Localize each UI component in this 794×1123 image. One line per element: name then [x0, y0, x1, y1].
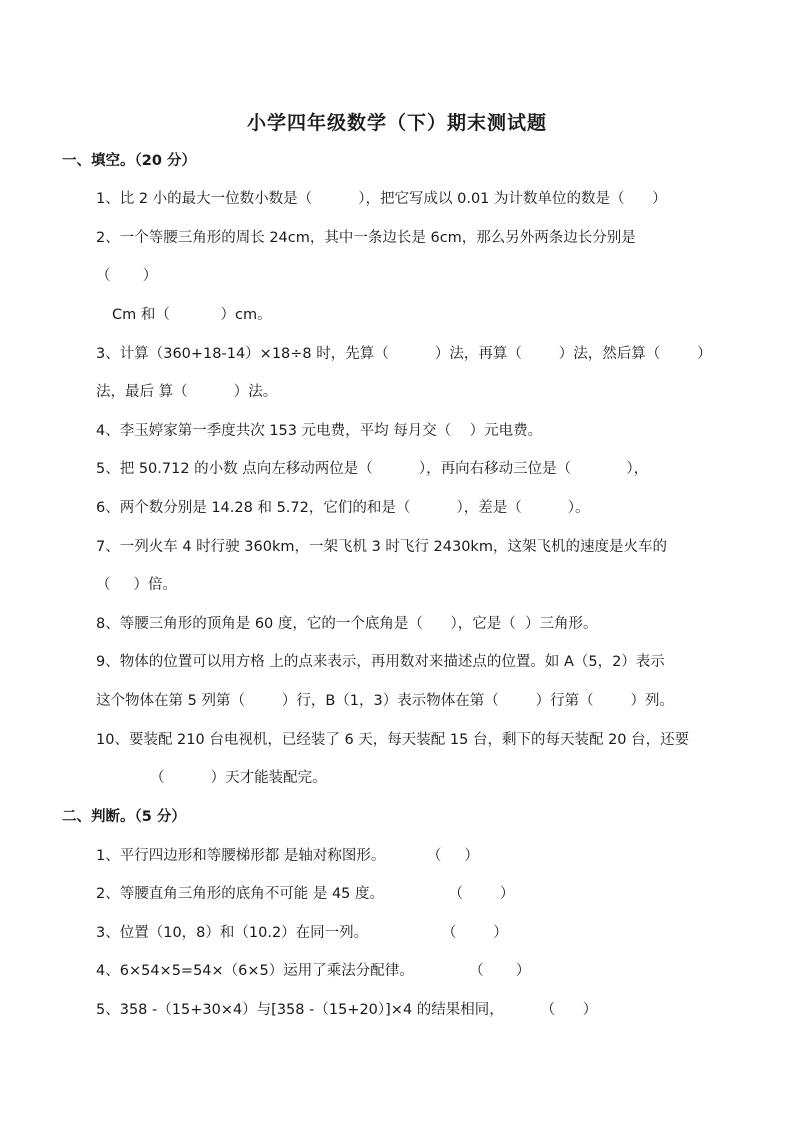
judgement-line: 1、平行四边形和等腰梯形都 是轴对称图形。 （ ）: [96, 848, 479, 864]
section-heading-fill-blank: 一、填空。（20 分）: [62, 153, 196, 169]
question-line: 法，最后 算（ ）法。: [96, 384, 278, 400]
page-title: 小学四年级数学（下）期末测试题: [246, 112, 547, 134]
question-line: 这个物体在第 5 列第（ ）行，B（1，3）表示物体在第（ ）行第（ ）列。: [96, 693, 674, 709]
question-line: 5、把 50.712 的小数 点向左移动两位是（ ），再向右移动三位是（ ），: [96, 461, 649, 477]
question-line: 9、物体的位置可以用方格 上的点来表示，再用数对来描述点的位置。如 A（5，2）表示: [96, 654, 665, 670]
question-line: 4、李玉婷家第一季度共次 153 元电费，平均 每月交（ ）元电费。: [96, 423, 543, 439]
judgement-line: 5、358 -（15+30×4）与[358 -（15+20）]×4 的结果相同， （ ）: [96, 1002, 598, 1018]
question-line: Cm 和（ ）cm。: [112, 307, 272, 323]
question-line: 1、比 2 小的最大一位数小数是（ ），把它写成以 0.01 为计数单位的数是（ ）: [96, 191, 667, 207]
question-line: （ ）: [96, 268, 158, 284]
question-line: 8、等腰三角形的顶角是 60 度，它的一个底角是（ ），它是（ ）三角形。: [96, 616, 598, 632]
question-line: 7、一列火车 4 时行驶 360km，一架飞机 3 时飞行 2430km，这架飞机的速度是火车的: [96, 539, 667, 555]
question-line: （ ）倍。: [96, 577, 178, 593]
judgement-line: 3、位置（10，8）和（10.2）在同一列。 （ ）: [96, 925, 508, 941]
judgement-line: 2、等腰直角三角形的底角不可能 是 45 度。 （ ）: [96, 886, 515, 902]
question-line: 2、一个等腰三角形的周长 24cm，其中一条边长是 6cm，那么另外两条边长分别是: [96, 230, 636, 246]
question-line: 10、要装配 210 台电视机，已经装了 6 天，每天装配 15 台，剩下的每天装配 20 台，还要: [96, 732, 690, 748]
question-line: 6、两个数分别是 14.28 和 5.72，它们的和是（ ），差是（ ）。: [96, 500, 590, 516]
question-line: 3、计算（360+18-14）×18÷8 时，先算（ ）法，再算（ ）法，然后算（ ）: [96, 346, 712, 362]
question-line: （ ）天才能装配完。: [150, 770, 327, 786]
judgement-line: 4、6×54×5=54×（6×5）运用了乘法分配律。 （ ）: [96, 963, 531, 979]
section-heading-true-false: 二、判断。（5 分）: [62, 809, 186, 825]
